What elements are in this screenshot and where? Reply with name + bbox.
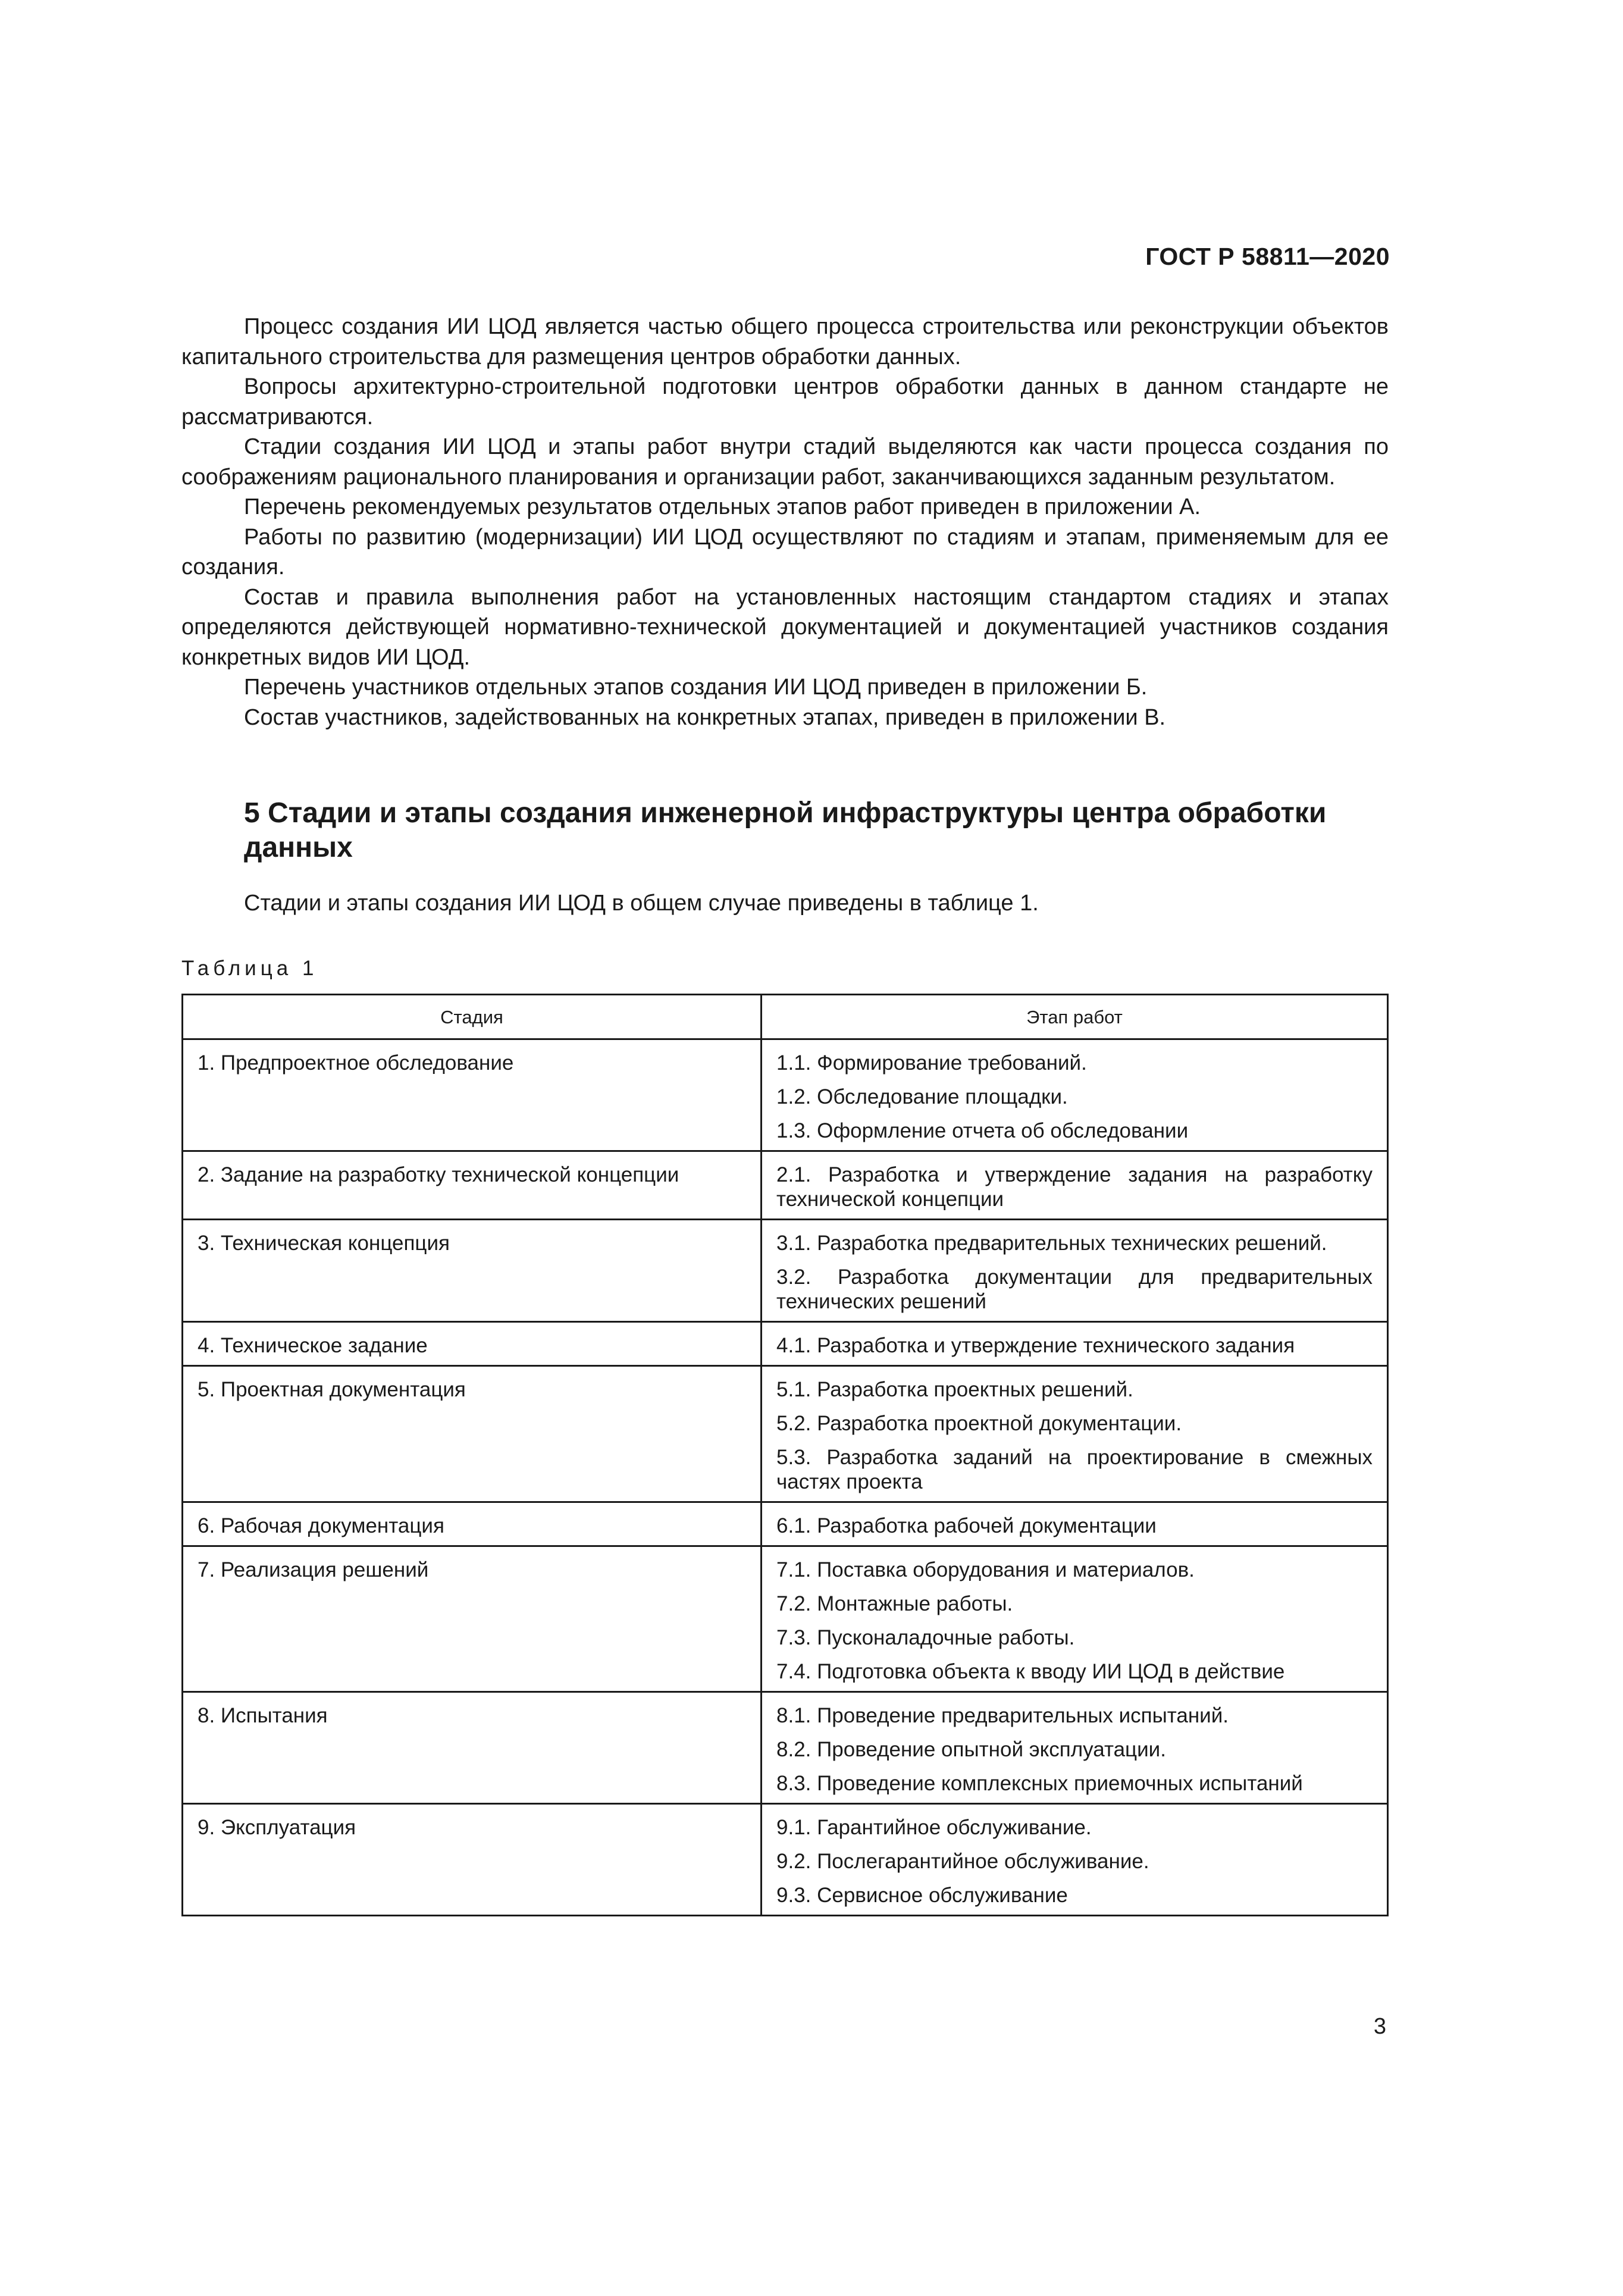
steps-cell [762,1322,1388,1366]
step-item: 7.1. Поставка оборудования и материалов. [776,1558,1195,1581]
table-header-row [183,995,1388,1039]
section-intro: Стадии и этапы создания ИИ ЦОД в общем случае приведены в таблице 1. [244,891,1039,916]
table-label: Таблица 1 [181,957,318,980]
paragraph: Состав участников, задействованных на конкретных этапах, приведен в приложении В. [244,704,1166,730]
section-heading: 5 Стадии и этапы создания инженерной инфраструктуры центра обработки данных [244,797,1327,863]
table-row [183,1804,1388,1916]
paragraph: Состав и правила выполнения работ на установленных настоящим стандартом стадиях и этапах определяются действующей нормативно-технической документацией и документацией участников создания конкретных видов ИИ ЦОД. [181,584,1389,670]
step-item: 8.1. Проведение предварительных испытаний. [776,1704,1229,1727]
steps-cell [762,1502,1388,1546]
step-item: 8.2. Проведение опытной эксплуатации. [776,1738,1166,1761]
steps-cell [762,1039,1388,1151]
step-item: 8.3. Проведение комплексных приемочных испытаний [776,1772,1303,1795]
steps-cell [762,1151,1388,1220]
column-header-stage: Стадия [183,995,762,1039]
table-row [183,1220,1388,1322]
step-item: 5.1. Разработка проектных решений. [776,1378,1133,1401]
stage-cell: 3. Техническая концепция [183,1220,762,1322]
paragraph: Стадии создания ИИ ЦОД и этапы работ внутри стадий выделяются как части процесса создания по соображениям рационального планирования и организации работ, заканчивающихся заданным результатом. [181,434,1389,490]
step-item: 7.3. Пусконаладочные работы. [776,1626,1075,1649]
stage-cell: 1. Предпроектное обследование [183,1039,762,1151]
table-row [183,1502,1388,1546]
stage-cell: 2. Задание на разработку технической концепции [183,1151,762,1220]
steps-cell [762,1804,1388,1916]
steps-cell [762,1546,1388,1692]
steps-cell [762,1692,1388,1804]
table-row [183,1151,1388,1220]
stage-cell: 5. Проектная документация [183,1366,762,1502]
paragraph: Процесс создания ИИ ЦОД является частью общего процесса строительства или реконструкции объектов капитального строительства для размещения центров обработки данных. [181,314,1389,369]
step-item: 5.2. Разработка проектной документации. [776,1412,1182,1435]
step-item: 1.2. Обследование площадки. [776,1085,1068,1108]
stages-table [181,994,1389,1916]
page-number: 3 [1373,2014,1386,2039]
step-item: 9.1. Гарантийное обслуживание. [776,1816,1092,1839]
column-header-steps: Этап работ [762,995,1388,1039]
paragraph: Перечень участников отдельных этапов создания ИИ ЦОД приведен в приложении Б. [244,675,1148,700]
step-item: 1.3. Оформление отчета об обследовании [776,1119,1189,1142]
stage-cell: 8. Испытания [183,1692,762,1804]
step-item: 9.3. Сервисное обслуживание [776,1884,1068,1907]
step-item: 4.1. Разработка и утверждение технического задания [776,1334,1295,1357]
table-row [183,1039,1388,1151]
table-row [183,1366,1388,1502]
step-item: 3.1. Разработка предварительных технических решений. [776,1232,1327,1255]
step-item: 9.2. Послегарантийное обслуживание. [776,1850,1149,1873]
steps-cell [762,1220,1388,1322]
document-code: ГОСТ Р 58811—2020 [1145,243,1390,270]
stage-cell: 9. Эксплуатация [183,1804,762,1916]
step-item: 7.2. Монтажные работы. [776,1592,1013,1615]
step-item: 3.2. Разработка документации для предварительных технических решений [776,1266,1373,1313]
step-item: 5.3. Разработка заданий на проектирование в смежных частях проекта [776,1446,1373,1493]
step-item: 1.1. Формирование требований. [776,1051,1087,1075]
stage-cell: 7. Реализация решений [183,1546,762,1692]
steps-cell [762,1366,1388,1502]
paragraph: Работы по развитию (модернизации) ИИ ЦОД осуществляют по стадиям и этапам, применяемым для ее создания. [181,524,1389,580]
stage-cell: 4. Техническое задание [183,1322,762,1366]
step-item: 2.1. Разработка и утверждение задания на разработку технической концепции [776,1163,1373,1211]
stage-cell: 6. Рабочая документация [183,1502,762,1546]
step-item: 7.4. Подготовка объекта к вводу ИИ ЦОД в действие [776,1660,1285,1683]
table-row [183,1546,1388,1692]
paragraph: Перечень рекомендуемых результатов отдельных этапов работ приведен в приложении А. [244,494,1201,519]
paragraph: Вопросы архитектурно-строительной подготовки центров обработки данных в данном стандарте не рассматриваются. [181,374,1389,430]
table-row [183,1322,1388,1366]
step-item: 6.1. Разработка рабочей документации [776,1514,1157,1537]
body-text [181,312,1389,732]
table-row [183,1692,1388,1804]
